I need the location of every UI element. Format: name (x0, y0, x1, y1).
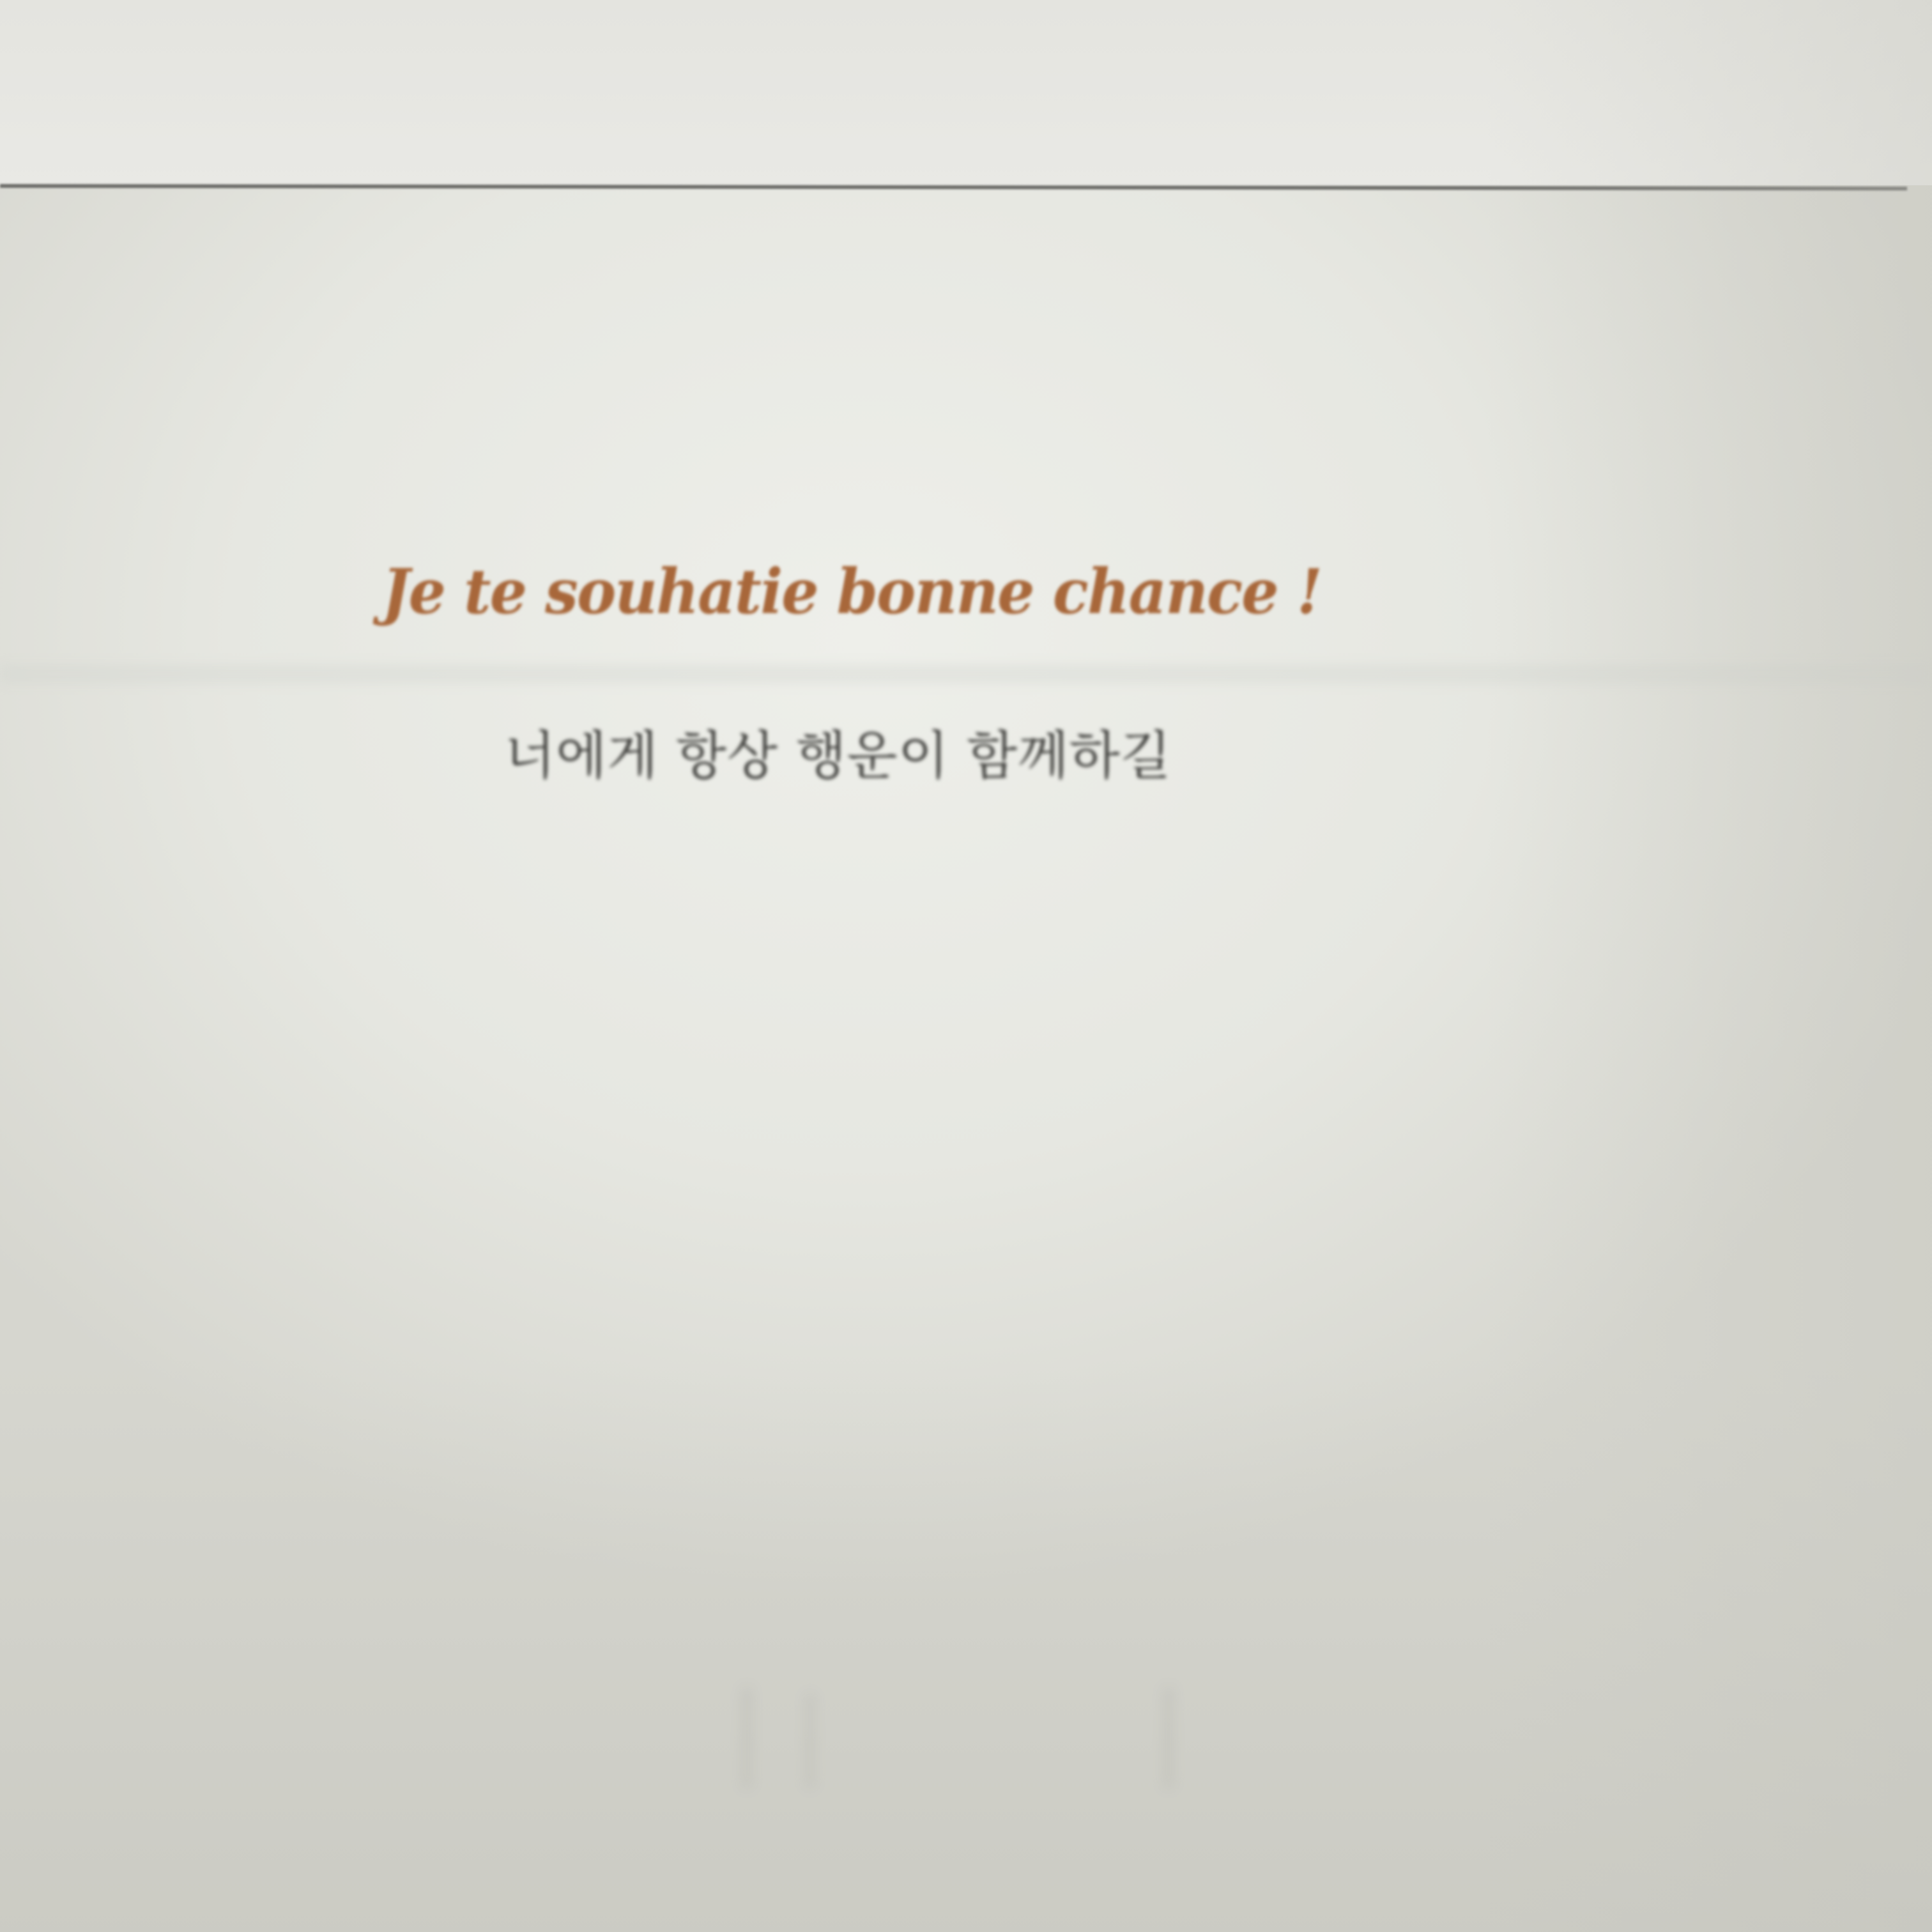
french-greeting: Je te souhatie bonne chance ! (382, 555, 1322, 628)
right-shadow (1485, 0, 1932, 1932)
korean-greeting: 너에게 항상 행운이 함께하길 (505, 726, 1172, 786)
